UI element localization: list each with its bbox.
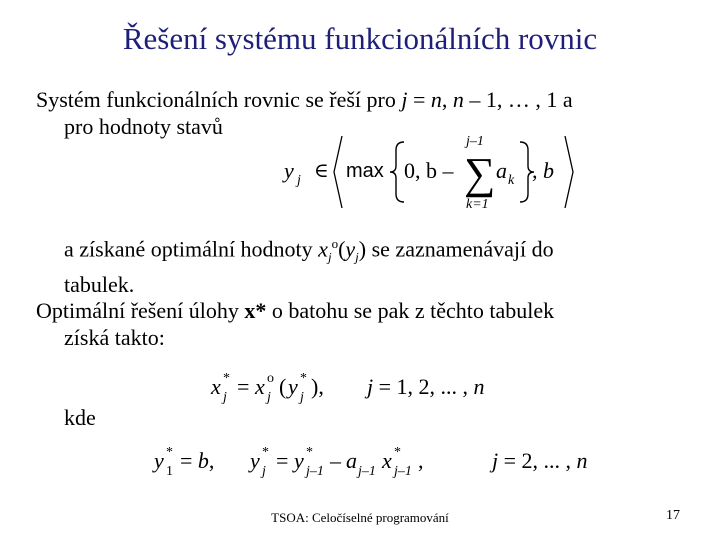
svg-text:y: y (250, 448, 260, 473)
svg-text:x: x (382, 448, 392, 473)
sum-symbol: ∑ (464, 149, 496, 198)
formula-a: a (496, 158, 507, 183)
svg-text:*: * (166, 445, 173, 460)
sum-lower-limit: k=1 (466, 197, 489, 212)
formula-b: , b (532, 158, 554, 183)
paragraph-solution-line1: Optimální řešení úlohy x* o batohu se pak z těchto tabulek (36, 298, 555, 323)
svg-text:y: y (154, 448, 164, 473)
svg-text:o: o (267, 371, 274, 386)
left-brace (390, 142, 404, 202)
paragraph-optimal-values-line2: tabulek. (64, 271, 135, 297)
sum-upper-limit: j–1 (466, 134, 484, 149)
paragraph-solution-line2: získá takto: (64, 325, 165, 350)
svg-text:y: y (288, 374, 298, 399)
svg-text:x: x (255, 374, 265, 399)
formula-a-sub: k (508, 173, 515, 188)
slide-title: Řešení systému funkcionálních rovnic (122, 21, 598, 56)
formula-recursion (148, 440, 608, 484)
right-angle-bracket (565, 136, 573, 208)
paragraph-optimal-values-line1: a získané optimální hodnoty $x_j^o(y_j)$ se zaznamenávají do (64, 236, 554, 265)
page-number: 17 (666, 508, 680, 523)
svg-text:j: j (300, 390, 304, 405)
paragraph-system-line2: pro hodnoty stavů (64, 114, 223, 139)
formula3-range: j = 2, ... , n (492, 448, 588, 473)
svg-text:*: * (262, 445, 269, 460)
paragraph-system-line1: Systém funkcionálních rovnic se řeší pro j = n, n – 1, … , 1 a (36, 87, 573, 112)
formula-zero-b: 0, b – (404, 158, 454, 183)
svg-text:1: 1 (166, 464, 173, 479)
svg-text:=: = (237, 374, 250, 399)
formula-in-symbol: ∈ (314, 160, 329, 182)
svg-text:= b,: = b, (180, 448, 215, 473)
paragraph-solution (36, 297, 696, 351)
svg-text:),: ), (311, 374, 324, 399)
svg-text:*: * (306, 445, 313, 460)
svg-text:*: * (223, 371, 230, 386)
svg-text:y: y (294, 448, 304, 473)
formula-state-range (270, 128, 590, 212)
svg-text:j–1: j–1 (306, 464, 324, 479)
svg-text:*: * (300, 371, 307, 386)
formula-y-sub: j (297, 173, 301, 188)
svg-text:j–1: j–1 (358, 464, 376, 479)
paragraph-optimal-values (36, 230, 720, 298)
svg-text:j: j (267, 390, 271, 405)
svg-text:x: x (211, 374, 221, 399)
svg-text:,: , (418, 448, 424, 473)
svg-text:j: j (262, 464, 266, 479)
svg-text:–: – (330, 448, 341, 473)
formula-max: max (346, 160, 384, 182)
formula-y: y (284, 158, 294, 183)
footer-text: TSOA: Celočíselné programování (271, 510, 449, 525)
where-label: kde (64, 405, 96, 430)
formula2-range: j = 1, 2, ... , n (367, 374, 485, 399)
svg-text:=: = (276, 448, 289, 473)
left-angle-bracket (334, 136, 342, 208)
svg-text:j–1: j–1 (394, 464, 412, 479)
svg-text:*: * (394, 445, 401, 460)
svg-text:(: ( (279, 374, 287, 399)
svg-text:j: j (223, 390, 227, 405)
svg-text:a: a (346, 448, 357, 473)
